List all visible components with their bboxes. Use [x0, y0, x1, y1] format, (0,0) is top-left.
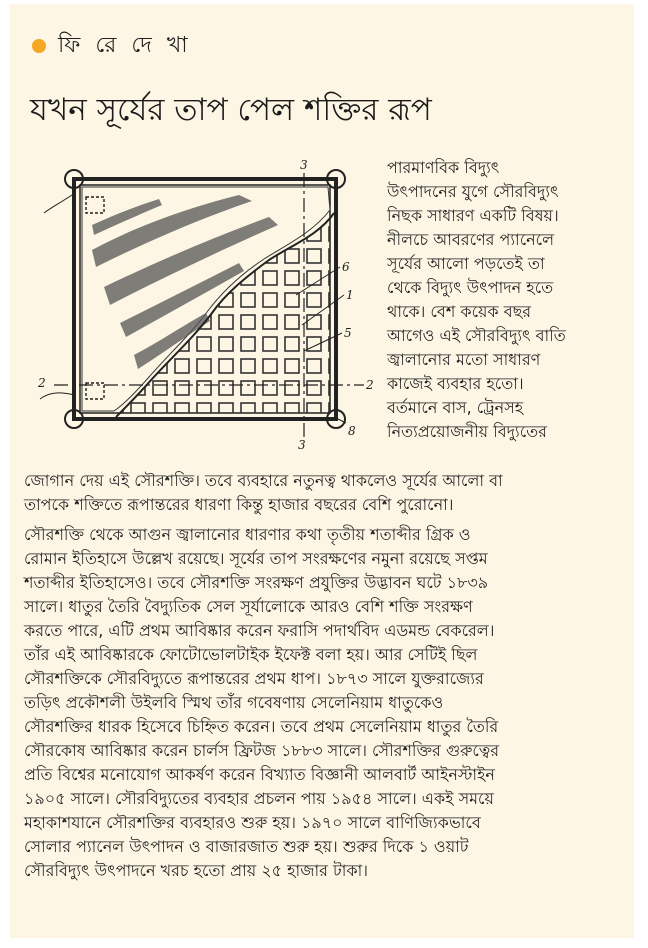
body-text-line: সৌরশক্তির ধারক হিসেবে চিহ্নিত করেন। তবে প্রথম সেলেনিয়াম ধাতুর তৈরি — [24, 717, 499, 736]
figure-label-1: 1 — [346, 288, 354, 302]
body-text-line: সোলার প্যানেল উৎপাদন ও বাজারজাত শুরু হয়। শুরুর দিকে ১ ওয়াট — [24, 837, 469, 856]
body-text-line: সৌরশক্তিকে সৌরবিদ্যুতে রূপান্তরের প্রথম ধাপ। ১৮৭৩ সালে যুক্তরাজ্যের — [24, 669, 484, 688]
figure-label-bottom: 3 — [298, 438, 306, 452]
figure-label-right: 2 — [366, 378, 374, 392]
side-text-line: থেকে বিদ্যুৎ উৎপাদন হতে — [387, 278, 554, 297]
body-text-line: করতে পারে, এটি প্রথম আবিষ্কার করেন ফরাসি পদার্থবিদ এডমন্ড বেকরেল। — [24, 621, 495, 640]
side-text-line: সূর্যের আলো পড়তেই তা — [387, 254, 545, 273]
figure-label-top: 3 — [300, 158, 308, 172]
side-text-line: পারমাণবিক বিদ্যুৎ — [387, 158, 500, 177]
section-header — [32, 30, 192, 62]
body-text-line: সৌরকোষ আবিষ্কার করেন চার্লস ফ্রিটজ ১৮৮৩ সালে। সৌরশক্তির গুরুত্বের — [24, 741, 500, 760]
body-text-line: প্রতি বিশ্বের মনোযোগ আকর্ষণ করেন বিখ্যাত বিজ্ঞানী আলবার্ট আইনস্টাইন — [24, 765, 495, 784]
body-text-line: শতাব্দীর ইতিহাসেও। তবে সৌরশক্তি সংরক্ষণ প্রযুক্তির উদ্ভাবন ঘটে ১৮৩৯ — [24, 573, 489, 592]
side-text-line: থাকে। বেশ কয়েক বছর — [387, 302, 532, 321]
body-text-line: তাঁর এই আবিষ্কারকে ফোটোভোলটাইক ইফেক্ট বলা হয়। আর সেটিই ছিল — [24, 645, 478, 664]
side-text-line: আগেও এই সৌরবিদ্যুৎ বাতি — [387, 326, 566, 345]
solar-panel-illustration — [34, 155, 380, 453]
body-text-line: জোগান দেয় এই সৌরশক্তি। তবে ব্যবহারে নতুনত্ব থাকলেও সূর্যের আলো বা — [24, 471, 503, 490]
side-text-line: নিছক সাধারণ একটি বিষয়। — [387, 206, 559, 225]
body-text-line: সৌরশক্তি থেকে আগুন জ্বালানোর ধারণার কথা তৃতীয় শতাব্দীর গ্রিক ও — [24, 525, 471, 544]
side-text-line: জ্বালানোর মতো সাধারণ — [387, 350, 541, 369]
figure-label-8: 8 — [348, 424, 356, 438]
body-text-line: ১৯০৫ সালে। সৌরবিদ্যুতের ব্যবহার প্রচলন পায় ১৯৫৪ সালে। একই সময়ে — [24, 789, 494, 808]
figure-label-5: 5 — [344, 326, 352, 340]
side-text-line: উৎপাদনের যুগে সৌরবিদ্যুৎ — [387, 182, 559, 201]
figure-label-left: 2 — [38, 376, 46, 390]
headline: যখন সূর্যের তাপ পেল শক্তির রূপ — [30, 92, 432, 128]
body-text-line: সৌরবিদ্যুৎ উৎপাদনে খরচ হতো প্রায় ২৫ হাজার টাকা। — [24, 861, 368, 880]
section-label: ফি রে দে খা — [58, 32, 192, 58]
side-text-line: বর্তমানে বাস, ট্রেনসহ — [387, 398, 524, 417]
side-text-line: নীলচে আবরণের প্যানেলে — [387, 230, 555, 249]
body-text-line: সালে। ধাতুর তৈরি বৈদ্যুতিক সেল সূর্যালোকে আরও বেশি শক্তি সংরক্ষণ — [24, 597, 473, 616]
body-text-line: তাপকে শক্তিতে রূপান্তরের ধারণা কিন্তু হাজার বছরের বেশি পুরোনো। — [24, 495, 454, 514]
side-text-line: নিত্যপ্রয়োজনীয় বিদ্যুতের — [387, 422, 547, 441]
bullet-dot-icon — [32, 39, 46, 53]
body-text-line: তড়িৎ প্রকৌশলী উইলবি স্মিথ তাঁর গবেষণায় সেলেনিয়াম ধাতুকেও — [24, 693, 444, 712]
body-text-line: মহাকাশযানে সৌরশক্তির ব্যবহারও শুরু হয়। ১৯৭০ সালে বাণিজ্যিকভাবে — [24, 813, 481, 832]
figure-label-6: 6 — [342, 260, 350, 274]
body-text-line: রোমান ইতিহাসে উল্লেখ রয়েছে। সূর্যের তাপ সংরক্ষণের নমুনা রয়েছে সপ্তম — [24, 549, 488, 568]
side-text-line: কাজেই ব্যবহার হতো। — [387, 374, 524, 393]
